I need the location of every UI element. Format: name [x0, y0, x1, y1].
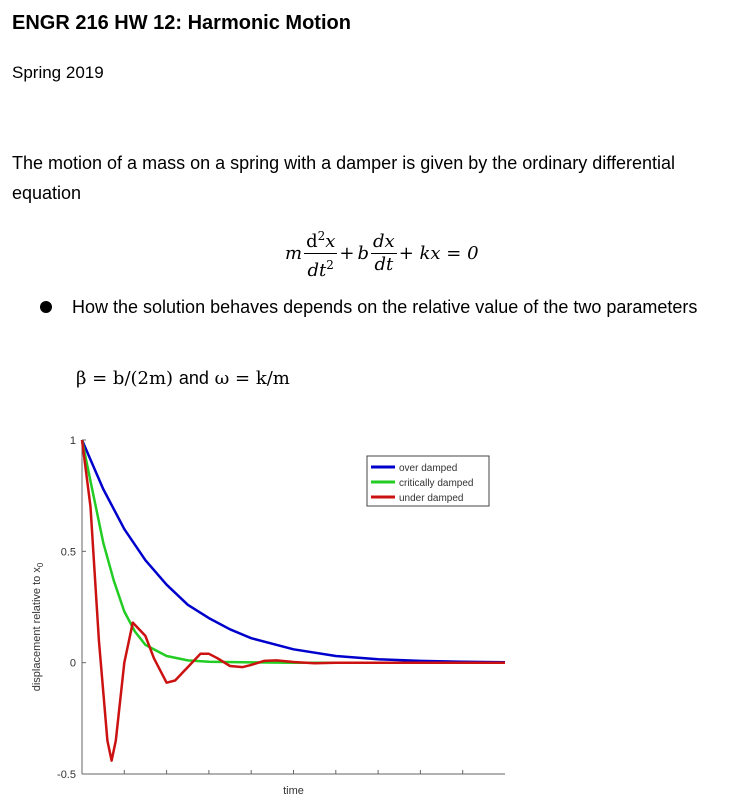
y-axis-label-sub: 0 — [36, 562, 45, 568]
differential-equation — [285, 225, 479, 281]
eq-den2: dt — [374, 253, 394, 275]
damping-chart — [0, 420, 735, 805]
y-tick-label: 0 — [69, 657, 76, 670]
x-axis-label: time — [283, 785, 304, 797]
legend-label: over damped — [399, 463, 458, 474]
y-axis-label-main: displacement relative to x — [31, 567, 43, 692]
bullet-item — [40, 292, 720, 322]
bullet-text: How the solution behaves depends on the relative value of the two parameters — [72, 297, 698, 317]
param-omega: ω = k/m — [214, 368, 290, 389]
y-tick-label: 1 — [69, 435, 76, 447]
legend-label: critically damped — [399, 478, 474, 489]
param-beta: β = b/(2m) — [76, 368, 174, 389]
eq-den1-sup: 2 — [326, 257, 334, 272]
eq-num1-sup: 2 — [317, 228, 326, 243]
page-subtitle: Spring 2019 — [12, 63, 104, 82]
eq-rest: + kx = 0 — [398, 242, 479, 264]
eq-mass: m — [285, 242, 303, 264]
legend-label: under damped — [399, 493, 464, 504]
eq-num1: d — [306, 230, 318, 252]
eq-second-derivative — [304, 225, 337, 282]
y-tick-label: 0.5 — [60, 546, 76, 559]
eq-num1-var: x — [325, 230, 336, 252]
y-axis-label — [31, 562, 45, 691]
bullet-dot — [40, 301, 52, 313]
eq-plus: + — [339, 242, 355, 264]
eq-den1: dt — [307, 259, 327, 281]
eq-first-derivative — [371, 231, 397, 276]
parameter-definitions — [76, 368, 290, 389]
eq-damping: b — [357, 242, 370, 264]
intro-paragraph: The motion of a mass on a spring with a damper is given by the ordinary differential equation — [12, 153, 676, 203]
chart-legend — [367, 456, 489, 506]
y-tick-label: -0.5 — [57, 769, 76, 781]
param-and: and — [178, 368, 209, 388]
eq-num2: dx — [373, 230, 395, 252]
page-title: ENGR 216 HW 12: Harmonic Motion — [12, 12, 351, 34]
